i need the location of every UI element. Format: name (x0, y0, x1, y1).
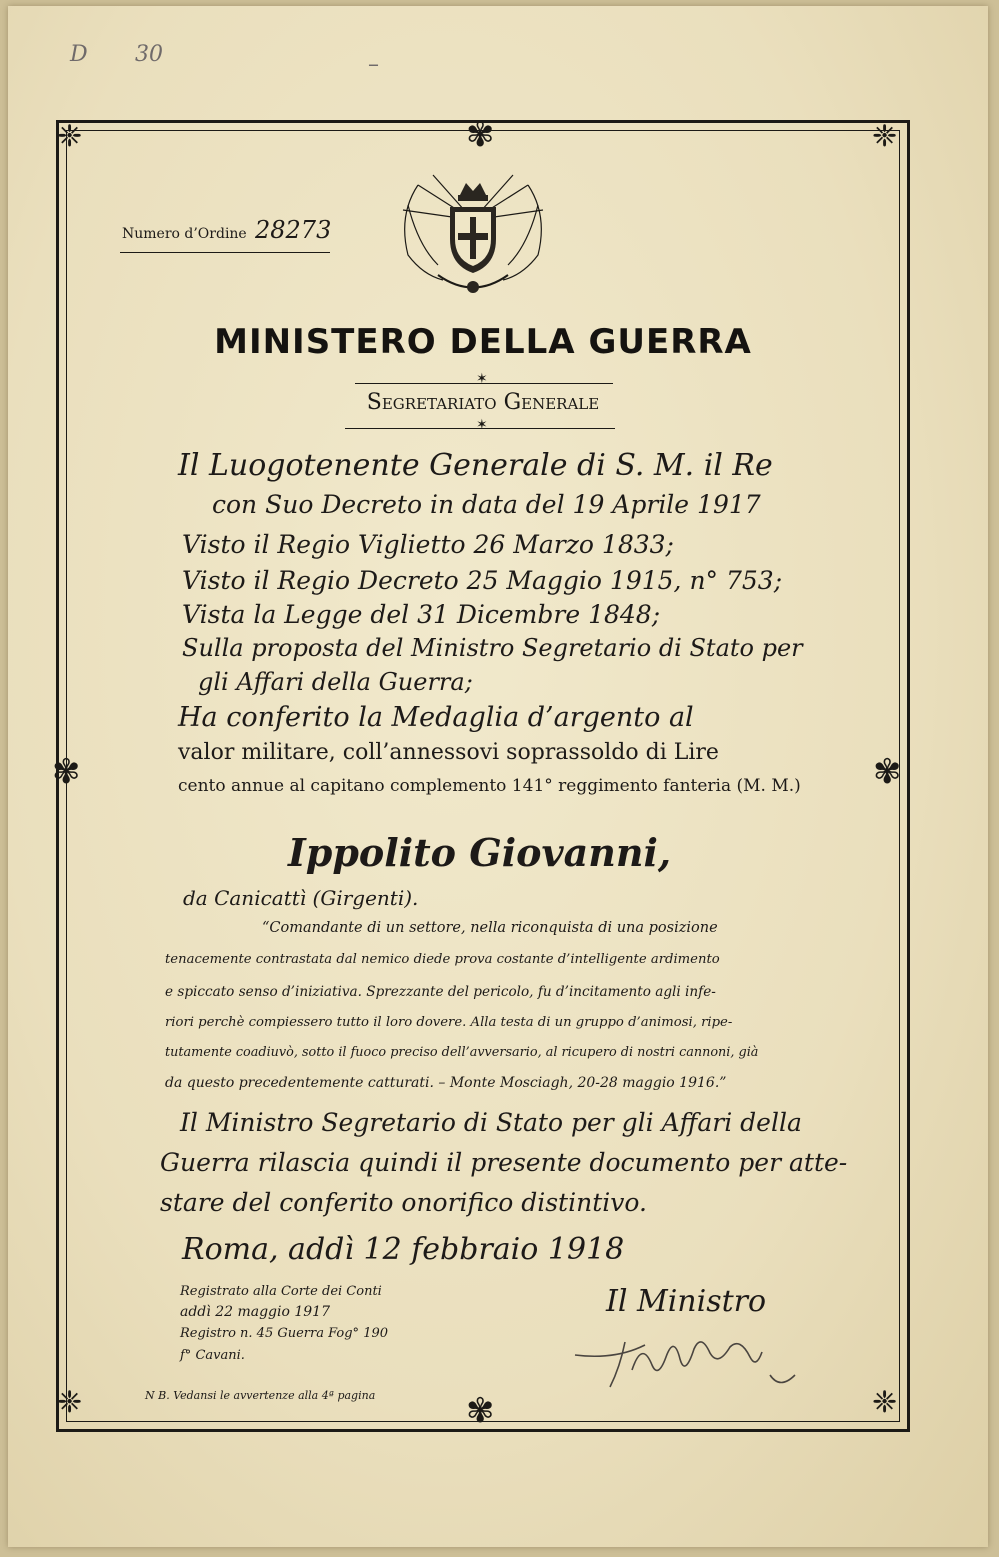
citation-line: da questo precedentemente catturati. – Monte Mosciagh, 20-28 maggio 1916.” (165, 1075, 727, 1091)
recipient-name: Ippolito Giovanni, (288, 830, 672, 875)
footnote: N B. Vedansi le avvertenze alla 4ª pagina (145, 1389, 376, 1402)
decree-line: cento annue al capitano complemento 141° reggimento fanteria (M. M.) (178, 776, 801, 796)
decree-line: Sulla proposta del Ministro Segretario di Stato per (182, 634, 803, 662)
closing-line: Guerra rilascia quindi il presente documento per atte- (160, 1148, 848, 1177)
decree-line: gli Affari della Guerra; (198, 668, 473, 696)
order-number-value: 28273 (255, 216, 332, 244)
decree-line: con Suo Decreto in data del 19 Aprile 1917 (212, 490, 761, 519)
order-number-label: Numero d’Ordine (122, 226, 247, 242)
signature-scrawl-icon (570, 1330, 810, 1400)
decree-line: Il Luogotenente Generale di S. M. il Re (178, 448, 773, 483)
mid-ornament-icon: ✾ (873, 752, 902, 792)
mid-ornament-icon: ✾ (52, 752, 81, 792)
pencil-mark-dash: – (368, 52, 379, 77)
signature-title: Il Ministro (606, 1284, 767, 1319)
mid-ornament-icon: ✾ (466, 115, 495, 155)
decree-line: Ha conferito la Medaglia d’argento al (178, 702, 694, 733)
corner-ornament-icon: ❈ (57, 119, 83, 154)
citation-line: “Comandante di un settore, nella riconquista di una posizione (262, 920, 718, 936)
corner-ornament-icon: ❈ (872, 119, 898, 154)
pencil-mark-letter: D (70, 42, 88, 67)
mid-ornament-icon: ✾ (466, 1391, 495, 1431)
ministry-title: MINISTERO DELLA GUERRA (214, 322, 752, 362)
ministry-subtitle: Segretariato Generale (366, 390, 600, 415)
place-date: Roma, addì 12 febbraio 1918 (182, 1232, 625, 1267)
registration-line: Registro n. 45 Guerra Fog° 190 (180, 1326, 389, 1341)
corner-ornament-icon: ❈ (872, 1385, 898, 1420)
registration-line: addì 22 maggio 1917 (180, 1304, 330, 1320)
decree-line: Visto il Regio Viglietto 26 Marzo 1833; (182, 530, 674, 559)
citation-line: tutamente coadiuvò, sotto il fuoco preciso dell’avversario, al ricupero di nostri cannoni, già (165, 1045, 759, 1060)
citation-line: tenacemente contrastata dal nemico diede prova costante d’intelligente ardimento (165, 952, 720, 967)
star-ornament-icon: ✶ (476, 417, 488, 433)
star-ornament-icon: ✶ (476, 371, 488, 387)
pencil-mark-number: 30 (135, 42, 163, 67)
closing-line: Il Ministro Segretario di Stato per gli Affari della (180, 1108, 802, 1137)
recipient-origin: da Canicattì (Girgenti). (183, 886, 419, 910)
decree-line: valor militare, coll’annessovi soprassoldo di Lire (178, 740, 719, 765)
order-number-underline (120, 252, 330, 253)
registration-line: Registrato alla Corte dei Conti (180, 1284, 382, 1299)
citation-line: e spiccato senso d’iniziativa. Sprezzante del pericolo, fu d’incitamento agli infe- (165, 984, 716, 1000)
decree-line: Visto il Regio Decreto 25 Maggio 1915, n° 753; (182, 566, 783, 595)
registration-line: f° Cavani. (180, 1348, 245, 1363)
closing-line: stare del conferito onorifico distintivo. (160, 1188, 647, 1217)
citation-line: riori perchè compiessero tutto il loro dovere. Alla testa di un gruppo d’animosi, ripe- (165, 1015, 733, 1030)
decree-line: Vista la Legge del 31 Dicembre 1848; (182, 600, 661, 629)
corner-ornament-icon: ❈ (57, 1385, 83, 1420)
coat-of-arms-icon (378, 165, 568, 305)
